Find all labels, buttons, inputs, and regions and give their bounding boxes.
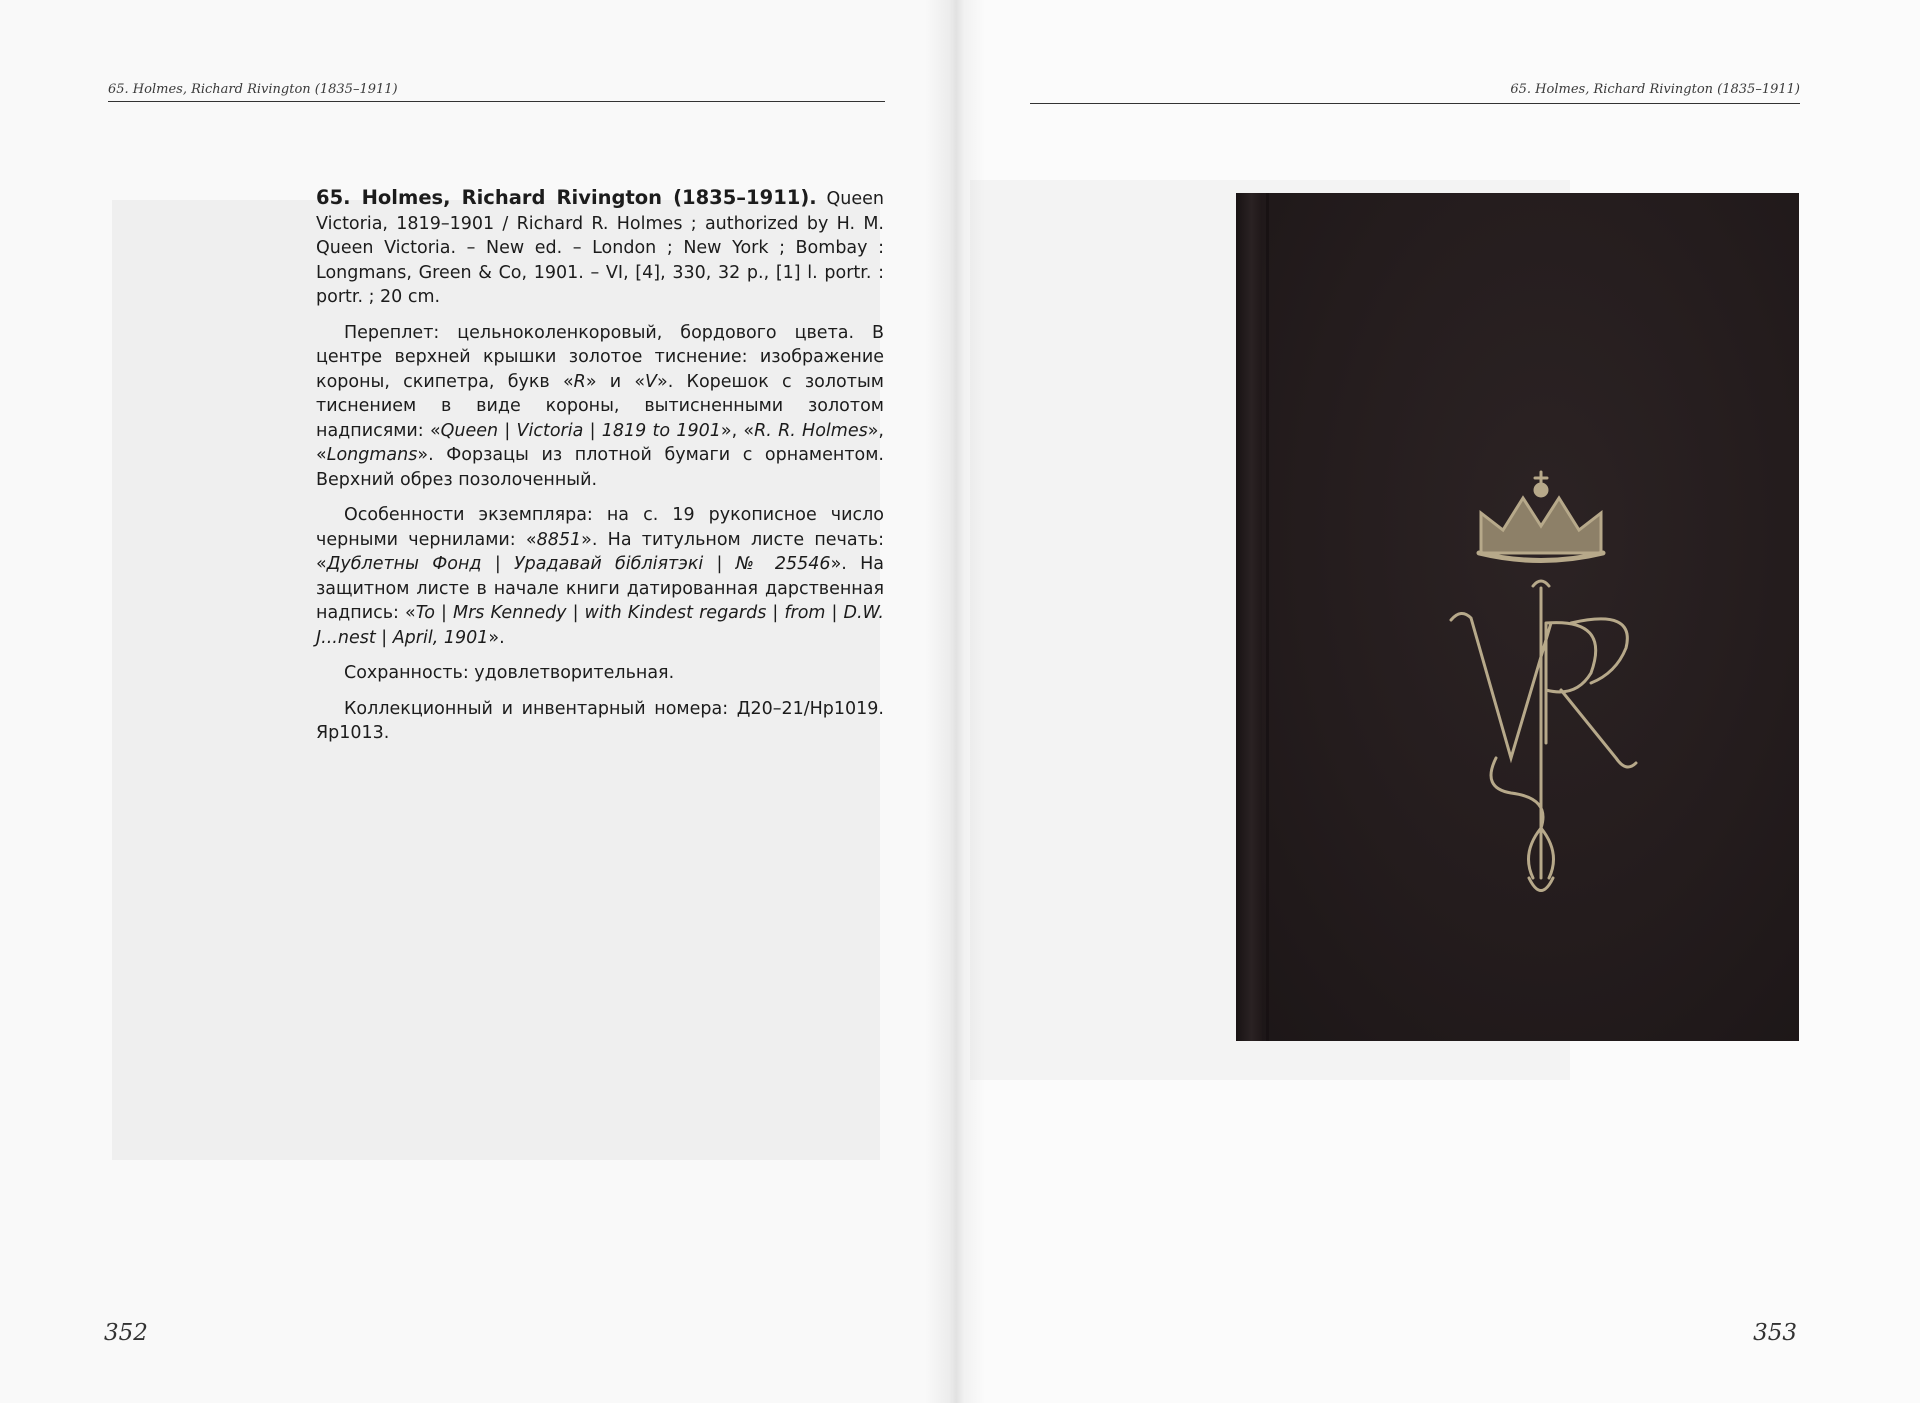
running-head: 65. Holmes, Richard Rivington (1835–1911) [108,82,398,97]
header-rule [1030,103,1800,104]
letter-v: V [645,371,658,392]
catalogue-entry [316,186,884,757]
header-rule [108,101,885,102]
binding-text: ». Корешок с золотым тиснением в виде короны, вытисненными золотом надписями: « [316,371,884,441]
features-text: Особенности экземпляра: на с. 19 рукописное число черными чернилами: « [316,505,884,550]
library-stamp: Дублетны Фонд | Урадавай бібліятэкі | № 25546 [326,554,831,574]
handwritten-number: 8851 [536,529,582,550]
cover-spine-edge [1236,193,1262,1041]
features-text: ». [488,627,505,648]
gutter-shadow [925,0,985,1403]
binding-text: ». Форзацы из плотной бумаги с орнаментом. Верхний обрез позолоченный. [316,445,884,490]
entry-heading: 65. Holmes, Richard Rivington (1835–1911). [316,186,817,209]
spine-publisher: Longmans [326,445,418,465]
cover-hinge [1266,193,1269,1041]
page-number: 353 [1753,1320,1797,1346]
spine-title: Queen | Victoria | 1819 to 1901 [440,420,721,441]
binding-text: Переплет: цельноколенкоровый, бордового цвета. В центре верхней крышки золотое тиснение: изображение короны, скипетра, букв « [316,322,884,392]
features-text: ». На титульном листе печать: « [316,529,885,574]
left-page [0,0,952,1403]
spine-author: R. R. Holmes [754,420,868,441]
collection-numbers: Коллекционный и инвентарный номера: Д20–21/Нр1019. Яр1013. [316,698,884,743]
front-cover-photo [1236,193,1799,1041]
binding-description [316,321,884,493]
entry-citation [316,186,884,310]
running-head: 65. Holmes, Richard Rivington (1835–1911) [1510,82,1800,97]
binding-text: », « [316,420,884,465]
condition: Сохранность: удовлетворительная. [344,663,675,683]
crown-monogram-emblem [1441,458,1641,918]
features-text: ». На защитном листе в начале книги датированная дарственная надпись: « [316,554,885,623]
copy-features [316,503,884,650]
binding-text: », « [720,420,755,441]
inscription: To | Mrs Kennedy | with Kindest regards | from | D.W. J...nest | April, 1901 [316,603,884,648]
letter-r: R [573,371,586,392]
page-number: 352 [104,1320,148,1346]
citation-text: Queen Victoria, 1819–1901 / Richard R. Holmes ; authorized by H. M. Queen Victoria. – New ed. – London ; New York ; Bombay : Longmans, Green & Co, 1901. – VI, [4], 330, 32 p., [1] l. portr. : portr. ; 20 cm. [316,189,884,307]
binding-text: » и « [585,371,646,392]
